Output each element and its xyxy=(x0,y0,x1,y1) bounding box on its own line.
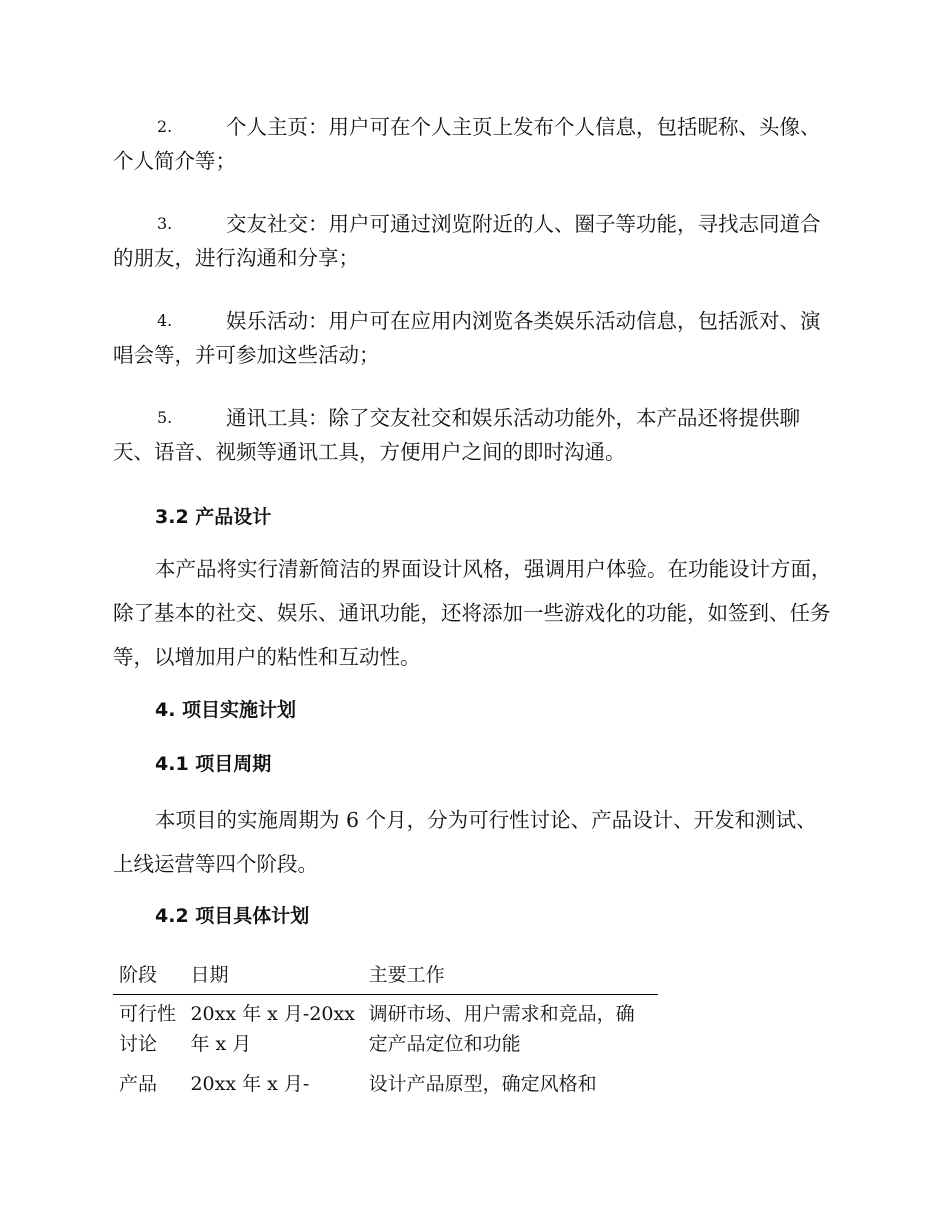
table-header-cell: 主要工作 xyxy=(363,958,658,995)
project-plan-table xyxy=(113,958,658,1105)
table-row xyxy=(113,1065,658,1105)
list-item-2 xyxy=(113,110,833,178)
list-text: 个人主页：用户可在个人主页上发布个人信息，包括昵称、头像、个人简介等； xyxy=(113,115,821,173)
section-3-2-paragraph: 本产品将实行清新简洁的界面设计风格，强调用户体验。在功能设计方面，除了基本的社交、娱乐、通讯功能，还将添加一些游戏化的功能，如签到、任务等，以增加用户的粘性和互动性。 xyxy=(113,557,832,669)
table-cell: 设计产品原型，确定风格和 xyxy=(368,1073,597,1095)
list-number: 4. xyxy=(157,311,173,330)
table-cell: 调研市场、用户需求和竞品，确定产品定位和功能 xyxy=(368,1003,635,1055)
list-number: 5. xyxy=(157,408,173,427)
table-cell: 20xx 年 x 月- xyxy=(190,1073,310,1095)
section-heading-4-2: 4.2 项目具体计划 xyxy=(155,905,310,927)
list-text: 交友社交：用户可通过浏览附近的人、圈子等功能，寻找志同道合的朋友，进行沟通和分享； xyxy=(113,212,821,270)
list-text: 娱乐活动：用户可在应用内浏览各类娱乐活动信息，包括派对、演唱会等，并可参加这些活动； xyxy=(113,309,821,367)
table-row xyxy=(113,995,658,1066)
list-item-3 xyxy=(113,207,833,275)
table-cell: 产品 xyxy=(119,1073,158,1095)
section-4-1-paragraph: 本项目的实施周期为 6 个月，分为可行性讨论、产品设计、开发和测试、上线运营等四个阶段。 xyxy=(113,808,817,876)
list-number: 3. xyxy=(157,214,173,233)
table-header-cell: 日期 xyxy=(184,958,362,995)
list-text: 通讯工具：除了交友社交和娱乐活动功能外，本产品还将提供聊天、语音、视频等通讯工具，方便用户之间的即时沟通。 xyxy=(113,406,800,464)
list-item-5 xyxy=(113,401,833,469)
table-header-row xyxy=(113,958,658,995)
table-cell: 20xx 年 x 月-20xx 年 x 月 xyxy=(190,1003,355,1055)
list-item-4 xyxy=(113,304,833,372)
section-heading-3-2: 3.2 产品设计 xyxy=(155,506,272,528)
section-heading-4-1: 4.1 项目周期 xyxy=(155,753,272,775)
table-cell: 可行性讨论 xyxy=(119,1003,177,1055)
table-header-cell: 阶段 xyxy=(113,958,184,995)
list-number: 2. xyxy=(157,117,173,136)
section-heading-4: 4. 项目实施计划 xyxy=(155,699,297,721)
